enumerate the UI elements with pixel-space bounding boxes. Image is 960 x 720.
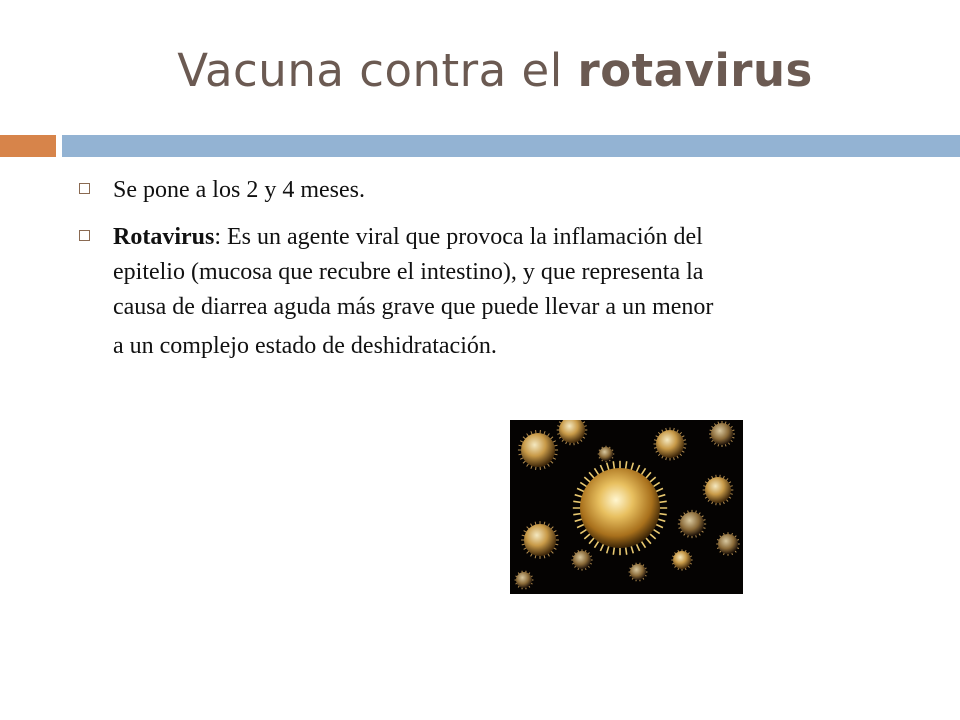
- rotavirus-particles-icon: [510, 420, 743, 594]
- bullet-text-line: Se pone a los 2 y 4 meses.: [113, 177, 365, 203]
- bullet-text-rest: : Es un agente viral que provoca la inflamación del: [214, 224, 703, 250]
- square-bullet-icon: [79, 183, 90, 194]
- title-rule-bar: [62, 135, 960, 157]
- bullet-bold-lead: Rotavirus: [113, 224, 215, 250]
- slide-title-plain: Vacuna contra el: [177, 44, 578, 97]
- bullet-item: [78, 220, 918, 368]
- bullet-item: [78, 173, 918, 208]
- bullet-text-line: epitelio (mucosa que recubre el intestino), y que representa la: [113, 259, 704, 285]
- rotavirus-particles-photo: [510, 420, 743, 594]
- bullet-text-line: a un complejo estado de deshidratación.: [113, 333, 497, 359]
- bullet-list: [78, 173, 918, 368]
- bullet-text-line: [113, 220, 918, 255]
- slide-title: [0, 44, 960, 97]
- square-bullet-icon: [79, 230, 90, 241]
- slide-title-bold: rotavirus: [577, 44, 813, 97]
- accent-bar: [0, 135, 56, 157]
- bullet-text-line: causa de diarrea aguda más grave que puede llevar a un menor: [113, 294, 714, 320]
